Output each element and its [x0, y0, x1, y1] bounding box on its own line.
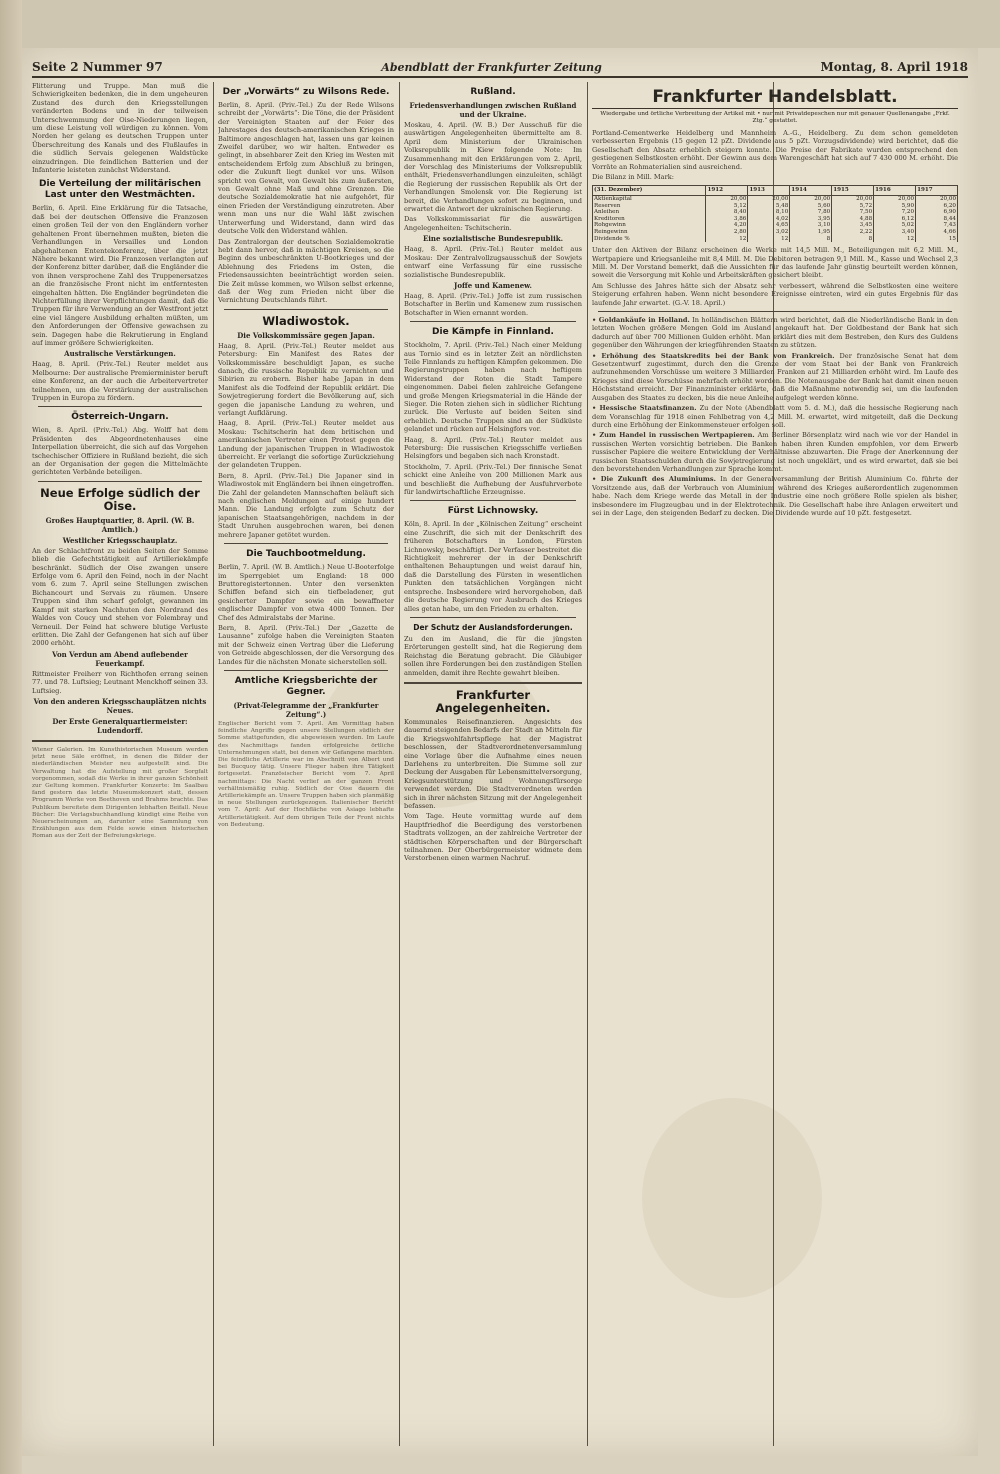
table-cell: 8,10	[748, 209, 790, 216]
table-cell: 5,90	[874, 203, 916, 210]
column-1	[32, 82, 208, 1446]
headline: Der „Vorwärts“ zu Wilsons Rede.	[222, 87, 390, 97]
table-cell: 4,20	[706, 222, 748, 229]
table-header-cell: 1914	[790, 186, 832, 196]
article-text: Haag, 8. April. (Priv.-Tel.) Reuter meldet aus Petersburg: Ein Manifest des Rates der Volkskommissäre beschuldigt Japan, es suche danach, die russische Republik zu vernichten und Sibirien zu erobern. Bisher habe Japan in dem Manifest als die Todfeind der Republik erklärt. Die Sowjetregierung fordert die Bevölkerung auf, sich gegen die japanische Landung zu wehren, und verlangt Aufklärung.	[218, 341, 394, 417]
article-text: Bern, 8. April. (Priv.-Tel.) Die Japaner sind in Wladiwostok mit Engländern bei ihnen eingetroffen. Die Zahl der gelandeten Mannschaften beläuft sich nach englischen Meldungen auf einige hundert Mann. Die Landung erfolgte zum Schutz der japanischen Staatsangehörigen, nachdem in der Stadt Unruhen ausgebrochen waren, bei denen mehrere Japaner getötet wurden.	[218, 471, 394, 539]
table-row	[593, 216, 958, 223]
divider	[224, 670, 388, 671]
table-cell: Aktienkapital	[593, 196, 706, 203]
headline: Amtliche Kriegsberichte der Gegner.	[234, 675, 378, 697]
column-rule	[587, 82, 588, 1446]
table-cell: 6,12	[874, 216, 916, 223]
table-cell: 12	[706, 236, 748, 243]
table-row	[593, 229, 958, 236]
article-text: Haag, 8. April. (Priv.-Tel.) Reuter meldet aus Melbourne: Der australische Premierminister beruft eine Konferenz, an der auch die Arbeitervertreter teilnehmen, um die Verstärkung der australischen Truppen in Europa zu fördern.	[32, 360, 208, 402]
table-cell: Dividende %	[593, 236, 706, 243]
headline: Österreich-Ungarn.	[71, 412, 169, 423]
article-heading: • Erhöhung des Staatskredits bei der Bank von Frankreich.	[592, 351, 835, 360]
divider	[224, 543, 388, 544]
table-header-cell: 1913	[748, 186, 790, 196]
page-number: Seite 2 Nummer 97	[32, 60, 163, 74]
headline: Der Schutz der Auslandsforderungen.	[413, 622, 573, 632]
article-text: Von den anderen Kriegsschauplätzen nichts Neues.	[33, 696, 207, 715]
table-cell: 20,00	[916, 196, 958, 203]
table-cell: 20,00	[790, 196, 832, 203]
table-cell: Rohgewinn	[593, 222, 706, 229]
divider	[410, 617, 576, 618]
table-cell: 5,12	[706, 203, 748, 210]
article-text: Rittmeister Freiherr von Richthofen errang seinen 77. und 78. Luftsieg; Leutnant Menckhoff seinen 33. Luftsieg.	[32, 669, 208, 695]
headline: Wladiwostok.	[262, 313, 350, 328]
article-heading: • Hessische Staatsfinanzen.	[592, 404, 697, 413]
table-cell: 5,72	[832, 203, 874, 210]
article-text: Bern, 8. April. (Priv.-Tel.) Der „Gazette de Lausanne“ zufolge haben die Vereinigten Staaten mit der Schweiz einen Vertrag über die Lieferung von Getreide abgeschlossen, der die Versorgung des Landes für die nächsten Monate sicherstellen soll.	[218, 623, 394, 666]
table-cell: 2,80	[706, 229, 748, 236]
table-row	[593, 196, 958, 203]
newspaper-page	[22, 48, 978, 1456]
divider	[38, 481, 202, 482]
table-cell: 5,02	[874, 222, 916, 229]
table-cell: 20,00	[706, 196, 748, 203]
article-text: Wien, 8. April. (Priv.-Tel.) Abg. Wolff hat dem Präsidenten des Abgeordnetenhauses eine Interpellation überreicht, die sich auf das Vorgehen tschechischer Offiziere in Rußland bezieht, die sich an der Organisation der gegen die Mittelmächte gerichteten Verbände beteiligen.	[32, 426, 208, 477]
article-text: Berlin, 6. April. Eine Erklärung für die Tatsache, daß bei der deutschen Offensive die Franzosen einen großen Teil der von den Engländern vorher gehaltenen Front übernehmen mußten, bieten die Verhandlungen in Versailles und London abgehaltenen Ententekonferenz, über die jetzt Nähere bekannt wird. Die Franzosen verlangten auf der Konferenz bitter darüber, daß die Engländer die von ihnen versprochene Zahl des Truppenersatzes an die französische Front nicht im entferntesten eingehalten hätten. Die Engländer begründeten die Nichterfüllung ihrer Verpflichtungen damit, daß die Truppen für ihre Verwendung an der Westfront jetzt eine viel längere Ausbildung erhalten müßten, um den Anforderungen der Offensive gewachsen zu sein. Dagegen habe die Rekrutierung in England auf immer größere Schwierigkeiten.	[32, 204, 208, 347]
table-cell: Reserven	[593, 203, 706, 210]
table-row	[593, 209, 958, 216]
table-cell: Kreditoren	[593, 216, 706, 223]
table-cell: 7,20	[874, 209, 916, 216]
article-text: Berlin, 8. April. (Priv.-Tel.) Zu der Rede Wilsons schreibt der „Vorwärts“: Die Töne, die der Präsident der Vereinigten Staaten auf der Feier des Jahrestages des deutsch-amerikanischen Krieges in Baltimore angeschlagen hat, lassen uns gar keinen Zweifel darüber, wo wir halten. Entweder es gelingt, in absehbarer Zeit den Krieg im Westen mit entscheidendem Erfolg zum Abschluß zu bringen, oder die Zukunft liegt dunkel vor uns. Wilson spricht von Gewalt, von Gewalt bis zum äußersten, von Gewalt ohne Maß und ohne Grenzen. Die deutsche Sozialdemokratie hat nie aufgehört, für einen Frieden der Verständigung einzutreten. Aber wenn man uns nur die Wahl läßt zwischen Unterwerfung und Widerstand, dann wird das deutsche Volk den Widerstand wählen.	[218, 101, 394, 236]
table-cell: 3,10	[790, 222, 832, 229]
table-cell: 2,22	[832, 229, 874, 236]
table-cell: 3,95	[790, 216, 832, 223]
table-header-cell: 1912	[706, 186, 748, 196]
balance-table	[592, 185, 958, 242]
article-text: Am Schlusse des Jahres hätte sich der Absatz sehr verbessert, während die Selbstkosten eine weitere Steigerung erfahren haben. Wenn nicht besondere Ereignisse eintreten, wird ein gutes Ergebnis für das laufende Jahr erwartet. (G.-V. 18. April.)	[592, 281, 958, 307]
table-cell: 12	[748, 236, 790, 243]
table-header-cell: (31. Dezember)	[593, 186, 706, 196]
article-text: Kommunales Reisefinanzieren. Angesichts des dauernd steigenden Bedarfs der Stadt an Mitteln für die Kriegswohlfahrtspflege hat der Magistrat beschlossen, der Stadtverordnetenversammlung eine Vorlage über die Aufnahme eines neuen Darlehens zu unterbreiten. Die Summe soll zur Deckung der Ausgaben für Lebensmittelversorgung, Kriegsunterstützung und Wohnungsfürsorge verwendet werden. Die Stadtverordneten werden sich in ihrer nächsten Sitzung mit der Angelegenheit befassen.	[404, 717, 582, 810]
headline: Die Tauchbootmeldung.	[246, 549, 366, 560]
divider	[410, 321, 576, 322]
table-cell: 8	[790, 236, 832, 243]
issue-date: Montag, 8. April 1918	[820, 60, 968, 74]
article-text: Vom Tage. Heute vormittag wurde auf dem Hauptfriedhof die Beerdigung des verstorbenen Stadtrats vollzogen, an der zahlreiche Vertreter der städtischen Körperschaften und der Bürgerschaft teilnahmen. Der Oberbürgermeister widmete dem Verstorbenen einen warmen Nachruf.	[404, 812, 582, 863]
subheadline: Die Volkskommissäre gegen Japan.	[237, 330, 375, 340]
table-cell: 6,20	[916, 203, 958, 210]
feuilleton-text: Wiener Galerien. Im Kunsthistorischen Museum werden jetzt neue Säle eröffnet, in denen die Bilder der niederländischen Meister neu aufgestellt sind. Die Verwaltung hat die Aufstellung mit großer Sorgfalt vorgenommen, sodaß die Werke in ihrer ganzen Schönheit zur Geltung kommen. Frankfurter Konzerte: Im Saalbau fand gestern das letzte Museumskonzert statt, dessen Programm Werke von Beethoven und Brahms brachte. Das Publikum bereitete dem Dirigenten lebhaften Beifall. Neue Bücher: Die Verlagsbuchhandlung kündigt eine Reihe von Neuerscheinungen an, darunter eine Sammlung von Erzählungen aus dem Felde sowie einen historischen Roman aus der Zeit der Befreiungskriege.	[32, 746, 208, 840]
newspaper-title: Abendblatt der Frankfurter Zeitung	[381, 60, 602, 74]
article-text: Flitterung und Truppe. Man muß die Schwierigkeiten bedenken, die in dem ungeheuren Zustand des durch den Kriegsstellungen veränderten Bodens und in der teilweisen Unterschwemmung der Oise-Niederungen liegen, um diese Leistung voll würdigen zu können. Vom Norden her gelang es deutschen Truppen unter Überschreitung des Kanals und des Flußlaufes in die südlich Servais gelegenen Waldstücke einzudringen. Die feindlichen Batterien und der Infanterie leisteten zunächst Widerstand.	[32, 82, 208, 175]
headline: Die Verteilung der militärischen Last unter den Westmächten.	[38, 179, 202, 201]
headline: Neue Erfolge südlich der Oise.	[40, 485, 200, 513]
masthead	[32, 58, 968, 78]
table-header-row	[593, 186, 958, 196]
article-text: Zu den im Ausland, die für die jüngsten Erörterungen gestellt sind, hat die Regierung dem Reichstag die Beratung gebracht. Die Gläubiger sollen ihre Forderungen bei den zuständigen Stellen anmelden, damit ihre Rechte gewahrt bleiben.	[404, 634, 582, 677]
article-text: In holländischen Blättern wird berichtet, daß die Niederländische Bank in den letzten Wochen größere Mengen Gold im Ausland angekauft hat. Der Goldbestand der Bank hat sich dadurch auf über 700 Millionen Gulden erhöht. Man erklärt dies mit dem Bestreben, den Kurs des Guldens gegenüber den Währungen der kriegführenden Staaten zu stützen.	[592, 316, 958, 350]
table-body	[593, 196, 958, 243]
article-text: In der Generalversammlung der British Aluminium Co. führte der Vorsitzende aus, daß der Verbrauch von Aluminium während des Krieges außerordentlich zugenommen habe. Nach dem Kriege werde das Metall in der Industrie eine noch größere Rolle spielen als bisher, insbesondere im Flugzeugbau und in der Elektrotechnik. Die Gesellschaft habe ihre Anlagen erweitert und sei in der Lage, den steigenden Bedarf zu decken. Die Dividende wurde auf 10 pZt. festgesetzt.	[592, 475, 958, 517]
article-text: Das Zentralorgan der deutschen Sozialdemokratie hebt dann hervor, daß in mächtigen Kreisen, so die Beginn des unbeschränkten U-Bootkrieges und der Ablehnung des Friedens im Osten, die Friedensaussichten beeinträchtigt worden seien. Die Zeit müsse kommen, wo Wilson selbst erkenne, daß der Weg zum Frieden nicht über die Vernichtung Deutschlands führt.	[218, 237, 394, 305]
table-cell: 6,90	[916, 209, 958, 216]
headline: Fürst Lichnowsky.	[447, 506, 539, 517]
table-cell: 3,86	[706, 216, 748, 223]
article-text: Stockholm, 7. April. (Priv.-Tel.) Der finnische Senat schickt eine Anleihe von 200 Millionen Mark aus und beschließt die Aufhebung der Ausfuhrverbote für landwirtschaftliche Erzeugnisse.	[404, 462, 582, 497]
section-subtitle: Wiedergabe und örtliche Verbreitung der Artikel mit • nur mit Privatdepeschen nur mit genauer Quellenangabe „Frkf. Ztg.“ gestattet.	[600, 111, 950, 124]
subheadline: Großes Hauptquartier, 8. April. (W. B. Amtlich.)	[45, 515, 195, 534]
divider	[32, 740, 208, 742]
table-cell: 5,48	[748, 203, 790, 210]
column-2	[218, 82, 394, 1446]
table-cell: 7,50	[832, 209, 874, 216]
article-text: Zu der Note (Abendblatt vom 5. d. M.), daß die hessische Regierung nach dem Voranschlag für 1918 einen Fehlbetrag von 4,2 Mill. M. erwartet, wird mitgeteilt, daß die Deckung durch eine Erhöhung der Einkommensteuer erfolgen soll.	[592, 404, 958, 429]
subheadline: Joffe und Kamenew.	[454, 280, 532, 290]
table-cell: 20,00	[874, 196, 916, 203]
article-text: Moskau, 4. April. (W. B.) Der Ausschuß für die auswärtigen Angelegenheiten übermittelte am 8. April dem Ministerium der Ukrainischen Volksrepublik in Kiew folgende Note: Im Zusammenhang mit den Erklärungen vom 2. April, der Vorschlag des Ministeriums der Volksrepublik enthält, Friedensverhandlungen einzuleiten, schlägt die Regierung der russischen Republik als Ort der Verhandlungen Smolensk vor. Die Regierung ist bereit, die Verhandlungen sofort zu beginnen, und erwartet die Antwort der ukrainischen Regierung.	[404, 121, 582, 214]
article-text: Das Volkskommissariat für die auswärtigen Angelegenheiten: Tschitscherin.	[404, 215, 582, 232]
article-text: Der französische Senat hat dem Gesetzentwurf zugestimmt, durch den die Grenze der vom Staat bei der Bank von Frankreich aufzunehmenden Vorschüsse um weitere 3 Milliarden Franken auf 21 Milliarden erhöht wird. Im Laufe des Krieges sind diese Vorschüsse mehrfach erhöht worden. Die Notenausgabe der Bank hat damit einen neuen Höchststand erreicht. Der Finanzminister erklärte, daß die Maßnahme notwendig sei, um die laufenden Ausgaben des Staates zu decken, bis die neue Anleihe aufgelegt werden könne.	[592, 351, 958, 402]
section-title: Frankfurter Handelsblatt.	[592, 86, 958, 109]
article-text: Haag, 8. April. (Priv.-Tel.) Reuter meldet aus Moskau: Tschitscherin hat dem britischen und amerikanischen Vertreter einen Protest gegen die Landung der japanischen Truppen in Wladiwostok überreicht. Er verlangt die sofortige Zurückziehung der gelandeten Truppen.	[218, 419, 394, 470]
divider	[404, 682, 582, 684]
table-cell: 1,95	[790, 229, 832, 236]
table-cell: 20,00	[748, 196, 790, 203]
table-cell: 7,43	[916, 222, 958, 229]
table-cell: 8,44	[916, 216, 958, 223]
table-cell: Anleihen	[593, 209, 706, 216]
table-cell: 4,66	[916, 229, 958, 236]
article-text: Portland-Cementwerke Heidelberg und Mannheim A.-G., Heidelberg. Zu dem schon gemeldeten verbesserten Ergebnis (15 gegen 12 pZt. Dividende aus 5 pZt. Vorzugsdividende) wird berichtet, daß die Gesellschaft den Absatz erheblich steigern konnte. Die Preise der Fabrikate wurden entsprechend den gestiegenen Selbstkosten erhöht. Der Gewinn aus dem Warengeschäft hat sich auf 7 430 000 M. erhöht. Die Vorräte an Rohmaterialien sind ausreichend.	[592, 129, 958, 171]
table-header-cell: 1916	[874, 186, 916, 196]
table-cell: 20,00	[832, 196, 874, 203]
table-cell: 8,40	[706, 209, 748, 216]
subheadline: (Privat-Telegramme der „Frankfurter Zeitung“.)	[233, 700, 379, 719]
table-row	[593, 222, 958, 229]
divider	[410, 500, 576, 501]
article-text: Unter den Aktiven der Bilanz erscheinen die Werke mit 14,5 Mill. M., Beteiligungen mit 6,2 Mill. M., Wertpapiere und Kriegsanleihe mit 8,4 Mill. M. Die Debitoren betragen 9,1 Mill. M., Kasse und Wechsel 2,3 Mill. M. Der Vorstand bemerkt, daß die Aussichten für das laufende Jahr günstig beurteilt werden können, soweit die Versorgung mit Kohle und Arbeitskräften gesichert bleibt.	[592, 246, 958, 280]
article-text: Haag, 8. April. (Priv.-Tel.) Reuter meldet aus Moskau: Der Zentralvollzugsausschuß der Sowjets entwarf eine Verfassung für eine russische sozialistische Bundesrepublik.	[404, 245, 582, 279]
column-4	[592, 82, 958, 1446]
table-cell: 3,45	[832, 222, 874, 229]
table-cell: 3,40	[874, 229, 916, 236]
article-text: Am Berliner Börsenplatz wird nach wie vor der Handel in russischen Werten vorsichtig betrieben. Die Banken haben ihren Kunden empfohlen, vor dem Erwerb russischer Papiere die weitere Entwicklung der Verhältnisse abzuwarten. Die Frage der Anerkennung der russischen Staatsschulden durch die Sowjetregierung ist noch ungeklärt, und es wird erwartet, daß sie bei den bevorstehenden Verhandlungen zur Sprache kommt.	[592, 431, 958, 473]
article-text: Haag, 8. April. (Priv.-Tel.) Reuter meldet aus Petersburg: Die russischen Kriegsschiffe verließen Helsingfors und begaben sich nach Kronstadt.	[404, 435, 582, 461]
article-heading: • Die Zukunft des Aluminiums.	[592, 475, 716, 484]
table-cell: 3,02	[748, 229, 790, 236]
table-row	[593, 203, 958, 210]
article-text: Berlin, 7. April. (W. B. Amtlich.) Neue U-Booterfolge im Sperrgebiet um England: 18 000 Bruttoregistertonnen. Unter den versenkten Schiffen befand sich ein tiefbeladener, gut gesicherter Dampfer sowie ein bewaffneter englischer Dampfer von etwa 4000 Tonnen. Der Chef des Admiralstabs der Marine.	[218, 563, 394, 622]
table-cell: Reingewinn	[593, 229, 706, 236]
table-cell: 15	[916, 236, 958, 243]
table-cell: 12	[874, 236, 916, 243]
table-row	[593, 236, 958, 243]
table-cell: 4,88	[832, 216, 874, 223]
column-rule	[213, 82, 214, 1446]
article-heading: • Goldankäufe in Holland.	[592, 316, 690, 325]
article-text: An der Schlachtfront zu beiden Seiten der Somme blieb die Gefechtstätigkeit auf Artilleriekämpfe beschränkt. Südlich der Oise zwangen unsere Erfolge vom 6. April den Feind, noch in der Nacht vom 6. zum 7. April seine Stellungen zwischen Bichancourt und Servais zu räumen. Unsere Truppen sind ihm scharf gefolgt, gewannen im Kampf mit starken Nachhuten den Nordrand des Waldes von Coucy und stehen vor Folembray und Verneuil. Der Feind hat schwere blutige Verluste erlitten. Die Zahl der Gefangenen hat sich auf über 2000 erhöht.	[32, 546, 208, 648]
subheadline: Westlicher Kriegsschauplatz.	[62, 535, 178, 545]
headline: Die Kämpfe in Finnland.	[432, 327, 554, 338]
article-text: Englischer Bericht vom 7. April. Am Vormittag haben feindliche Angriffe gegen unsere Stellungen südlich der Somme stattgefunden, die abgewiesen wurden. Im Laufe des Nachmittags fanden erfolgreiche örtliche Unternehmungen statt, bei denen wir Gefangene machten. Die feindliche Artillerie war im Abschnitt von Albert und bei Bucquoy tätig. Unsere Flieger haben ihre Tätigkeit fortgesetzt. Französischer Bericht vom 7. April nachmittags: Die Nacht verlief an der ganzen Front verhältnismäßig ruhig. Südlich der Oise dauern die Artilleriekämpfe an. Unsere Truppen haben sich planmäßig in neue Stellungen zurückgezogen. Italienischer Bericht vom 7. April: Auf der Hochfläche von Asiago lebhafte Artillerietätigkeit. Auf dem übrigen Teile der Front nichts von Bedeutung.	[218, 720, 394, 828]
article-text: Von Verdun am Abend auflebender Feuerkampf.	[52, 649, 188, 668]
article-text: Köln, 8. April. In der „Kölnischen Zeitung“ erscheint eine Zuschrift, die sich mit der Denkschrift des früheren Botschafters in London, Fürsten Lichnowsky, beschäftigt. Der Verfasser bestreitet die Richtigkeit mehrerer der in der Denkschrift enthaltenen Behauptungen und weist darauf hin, daß die Darstellung des Fürsten in wesentlichen Punkten den tatsächlichen Vorgängen nicht entspreche. Insbesondere wird hervorgehoben, daß die deutsche Regierung vor Ausbruch des Krieges alles getan habe, um den Frieden zu erhalten.	[404, 520, 582, 613]
column-rule	[399, 82, 400, 1446]
table-header-cell: 1917	[916, 186, 958, 196]
divider	[38, 406, 202, 407]
table-cell: 8	[832, 236, 874, 243]
table-cell: 4,02	[748, 216, 790, 223]
table-header-cell: 1915	[832, 186, 874, 196]
table-cell: 5,60	[790, 203, 832, 210]
article-text: Haag, 8. April. (Priv.-Tel.) Joffe ist zum russischen Botschafter in Berlin und Kamenew zum russischen Botschafter in Wien ernannt worden.	[404, 291, 582, 317]
signature: Der Erste Generalquartiermeister: Ludendorff.	[52, 716, 188, 735]
scan-border-left	[0, 0, 22, 1474]
article-text: Die Bilanz in Mill. Mark:	[592, 173, 674, 182]
table-cell: 4,65	[748, 222, 790, 229]
article-text: Stockholm, 7. April. (Priv.-Tel.) Nach einer Meldung aus Tornio sind es in letzter Zeit an nördlichsten Teile Finnlands zu heftigen Kämpfen gekommen. Die Regierungstruppen haben nach heftigem Widerstand der Roten die Stadt Tampere eingenommen. Dabei fielen zahlreiche Gefangene und große Mengen Kriegsmaterial in die Hände der Sieger. Die Roten ziehen sich in südlicher Richtung zurück. Die Verluste auf beiden Seiten sind erheblich. Deutsche Truppen sind an der Südküste gelandet und rücken auf Helsingfors vor.	[404, 341, 582, 434]
scan-border-top	[0, 0, 1000, 48]
subheadline: Australische Verstärkungen.	[64, 349, 176, 359]
subheadline: Eine sozialistische Bundesrepublik.	[422, 234, 564, 244]
column-3	[404, 82, 582, 1446]
article-heading: • Zum Handel in russischen Wertpapieren.	[592, 431, 755, 440]
table-cell: 7,80	[790, 209, 832, 216]
subheadline: Friedensverhandlungen zwischen Rußland und der Ukraine.	[409, 101, 577, 119]
headline: Rußland.	[470, 87, 516, 97]
headline: Frankfurter Angelegenheiten.	[435, 687, 551, 715]
divider	[598, 311, 952, 312]
divider	[224, 309, 388, 310]
